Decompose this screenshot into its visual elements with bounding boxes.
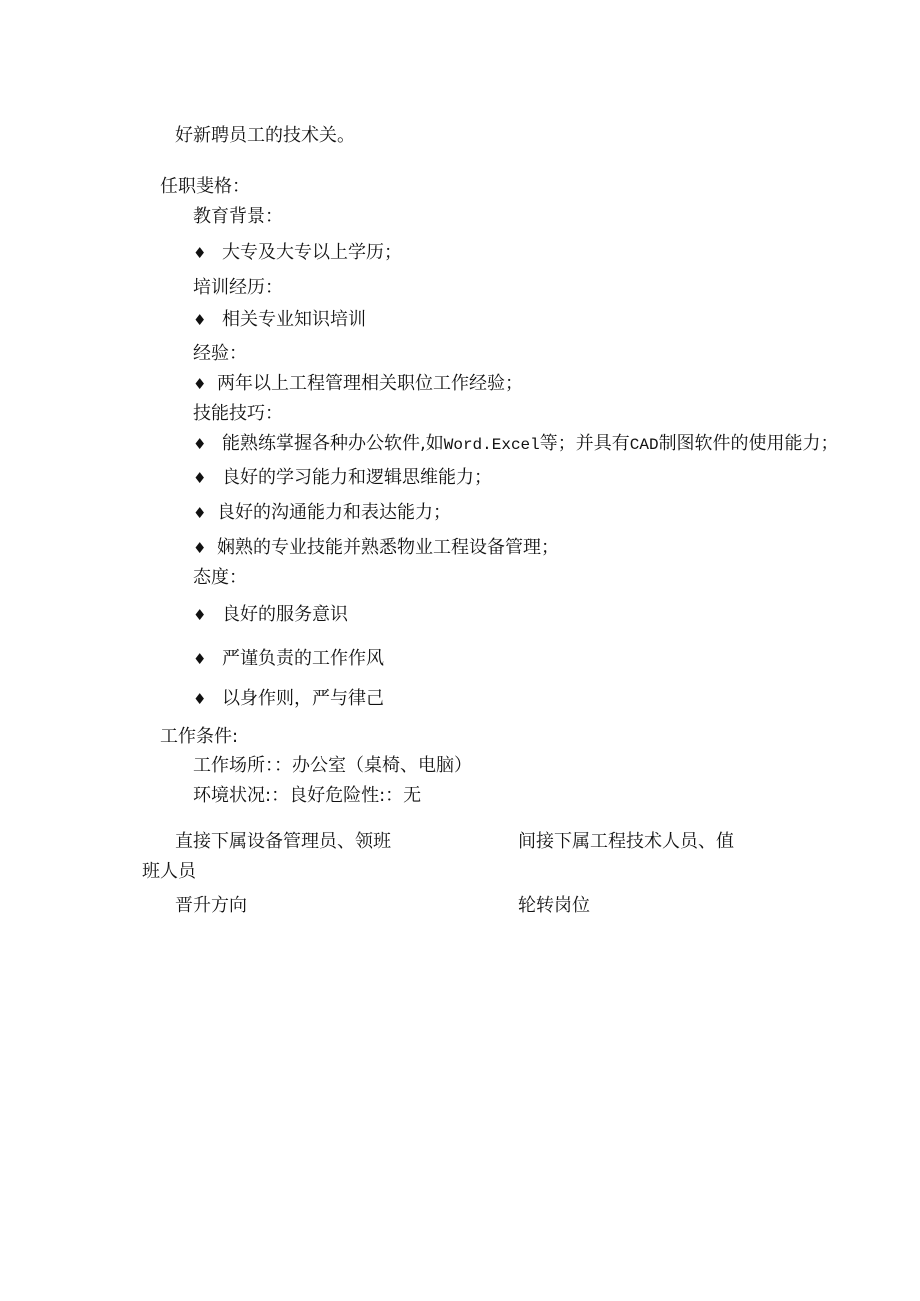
- skills-office-prefix: 能熟练掌握各种办公软件,如: [222, 433, 444, 454]
- experience-item: 两年以上工程管理相关职位工作经验；: [217, 373, 523, 394]
- bullet-icon: ♦: [193, 311, 207, 329]
- attitude-item: 良好的服务意识: [222, 604, 348, 625]
- attitude-label: 态度：: [193, 567, 247, 588]
- qualifications-heading: 任职斐格：: [160, 176, 250, 197]
- skills-item: 良好的沟通能力和表达能力；: [217, 502, 451, 523]
- training-label: 培训经历：: [193, 277, 283, 298]
- experience-label: 经验：: [193, 343, 247, 364]
- work-environment: 环境状况:：良好危险性:：无: [193, 785, 422, 806]
- work-location: 工作场所：：办公室（桌椅、电脑）: [193, 755, 472, 776]
- skills-item: 良好的学习能力和逻辑思维能力；: [222, 467, 492, 488]
- attitude-item: 严谨负责的工作作风: [222, 648, 384, 669]
- skills-item: 娴熟的专业技能并熟悉物业工程设备管理；: [217, 537, 559, 558]
- attitude-item: 以身作则，严与律己: [222, 688, 384, 709]
- bullet-icon: ♦: [193, 244, 207, 262]
- education-label: 教育背景：: [193, 206, 283, 227]
- rotation-positions: 轮转岗位: [518, 895, 590, 916]
- skills-cad: CAD: [629, 436, 659, 454]
- skills-office-mid: 等；并具有: [539, 433, 630, 454]
- bullet-icon: ♦: [193, 435, 207, 453]
- indirect-subordinates: 间接下属工程技术人员、值: [518, 831, 734, 852]
- work-conditions-heading: 工作条件:: [160, 726, 239, 747]
- skills-office-suffix: 制图软件的使用能力；: [658, 433, 839, 454]
- skills-office-item: [222, 432, 839, 457]
- bullet-icon: ♦: [193, 539, 207, 557]
- direct-subordinates: 直接下属设备管理员、领班: [175, 831, 391, 852]
- bullet-icon: ♦: [193, 504, 207, 522]
- bullet-icon: ♦: [193, 375, 207, 393]
- promotion-direction: 晋升方向: [175, 895, 247, 916]
- continuation-text: 好新聘员工的技术关。: [175, 125, 355, 146]
- bullet-icon: ♦: [193, 469, 207, 487]
- bullet-icon: ♦: [193, 690, 207, 708]
- skills-label: 技能技巧：: [193, 403, 283, 424]
- skills-office-software: Word.Excel: [443, 436, 540, 454]
- bullet-icon: ♦: [193, 606, 207, 624]
- education-item: 大专及大专以上学历；: [222, 242, 402, 263]
- bullet-icon: ♦: [193, 650, 207, 668]
- indirect-subordinates-cont: 班人员: [142, 861, 196, 882]
- training-item: 相关专业知识培训: [222, 309, 366, 330]
